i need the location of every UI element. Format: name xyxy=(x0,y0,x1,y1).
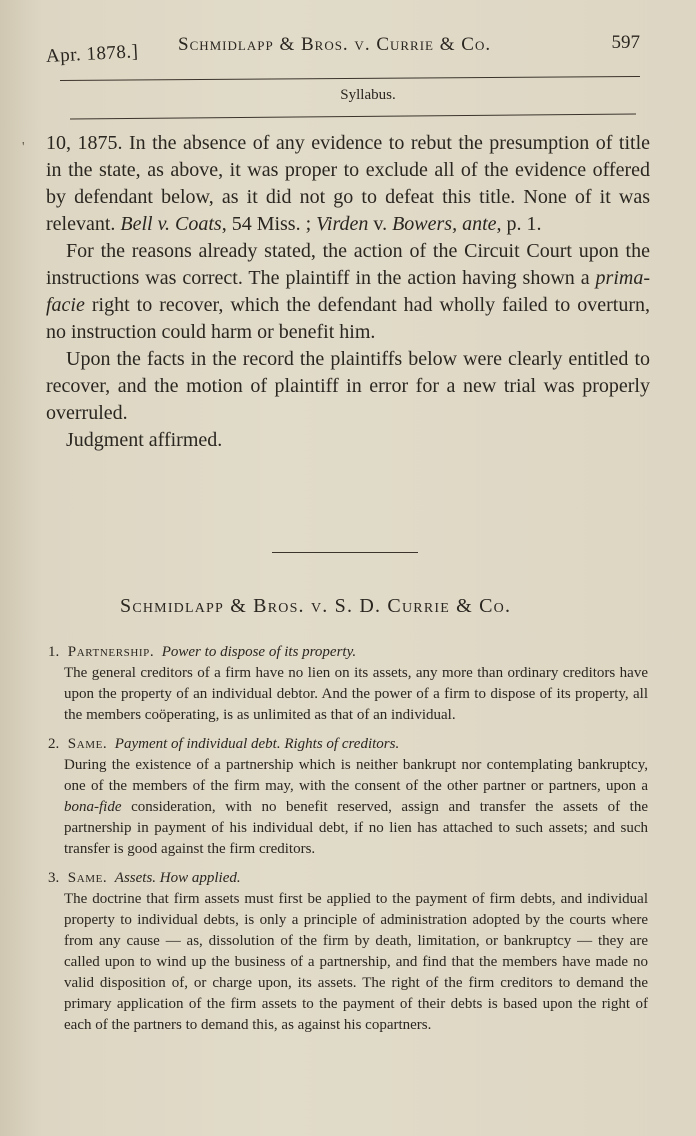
divider-rule xyxy=(272,552,418,553)
headnote-heading xyxy=(48,868,648,889)
italic-term: prima-facie xyxy=(46,267,650,316)
page-number: 597 xyxy=(611,32,640,53)
headnote-number: 3. xyxy=(48,870,60,886)
paragraph xyxy=(46,238,650,346)
headnote-topic: Same. xyxy=(67,736,108,752)
case-citation: Bowers, ante xyxy=(392,213,497,235)
text-run: For the reasons already stated, the action of the Circuit Court upon the instructions was correct. The plaintiff in the action having shown a xyxy=(46,240,650,289)
text-run: 10, 1875. In the absence of any evidence to rebut the presumption of title in the state, as above, it was proper to exclude all of the evidence offered by defendant below, as it did not go to defeat this title. None of it was relevant. xyxy=(46,132,650,235)
opinion-text xyxy=(46,130,650,454)
running-head-date: Apr. 1878.] xyxy=(45,41,139,67)
running-head-title: Schmidlapp & Bros. v. Currie & Co. xyxy=(178,34,492,55)
section-label: Syllabus. xyxy=(340,87,396,103)
text-run: v. xyxy=(368,213,393,235)
text-run: During the existence of a partnership which is neither bankrupt nor contemplating bankruptcy, one of the members of the firm may, with the consent of the other partner or partners, upon a xyxy=(64,757,648,794)
headnote-number: 1. xyxy=(48,644,60,660)
text-run: , 54 Miss. ; xyxy=(221,213,317,235)
italic-term: bona-fide xyxy=(64,799,122,815)
headnote-topic: Same. xyxy=(67,870,108,886)
section-rule xyxy=(70,114,636,120)
header-rule xyxy=(60,76,640,81)
headnotes xyxy=(48,642,648,1044)
headnote-number: 2. xyxy=(48,736,60,752)
headnote-text: The doctrine that firm assets must first be applied to the payment of firm debts, and individual property to individual debts, is only a principle of administration adopted by the courts where from any cause — as, dissolution of the firm by death, limitation, or bankruptcy — they are called upon to wind up the business of a partnership, and find that the members have made no valid disposition of, or charge upon, its assets. The right of the firm creditors to demand the primary application of the firm assets to the payment of their debts is based upon the right of each of the partners to demand this, as against his copartners. xyxy=(64,891,648,1033)
case-title: Schmidlapp & Bros. v. S. D. Currie & Co. xyxy=(120,595,512,617)
headnote-topic: Partnership. xyxy=(67,644,155,660)
headnote-subtopic: Assets. How applied. xyxy=(114,870,241,886)
headnote xyxy=(48,734,648,860)
text-run: consideration, with no benefit reserved, assign and transfer the assets of the partnership in payment of his individual debt, if no lien has attached to such assets; and such transfer is good against the firm creditors. xyxy=(64,799,648,857)
case-citation: Virden xyxy=(316,213,369,235)
paragraph: Upon the facts in the record the plaintiffs below were clearly entitled to recover, and the motion of plaintiff in error for a new trial was properly overruled. xyxy=(46,348,650,424)
headnote-text: The general creditors of a firm have no lien on its assets, any more than ordinary creditors have upon the property of an individual debtor. And the power of a firm to dispose of its property, all the members coöperating, is as unlimited as that of an individual. xyxy=(64,665,648,723)
headnote-text xyxy=(64,755,648,860)
text-run: , p. 1. xyxy=(496,213,542,235)
headnote-subtopic: Power to dispose of its property. xyxy=(161,644,357,660)
headnote xyxy=(48,642,648,726)
headnote-subtopic: Payment of individual debt. Rights of creditors. xyxy=(114,736,400,752)
headnote xyxy=(48,868,648,1036)
judgment-line: Judgment affirmed. xyxy=(66,429,223,451)
paragraph xyxy=(46,130,650,238)
headnote-heading xyxy=(48,642,648,663)
running-head xyxy=(46,30,646,70)
headnote-heading xyxy=(48,734,648,755)
margin-mark: ' xyxy=(22,140,25,155)
text-run: right to recover, which the defendant had wholly failed to overturn, no instruction could harm or benefit him. xyxy=(46,294,650,343)
case-citation: Bell v. Coats xyxy=(120,213,222,235)
